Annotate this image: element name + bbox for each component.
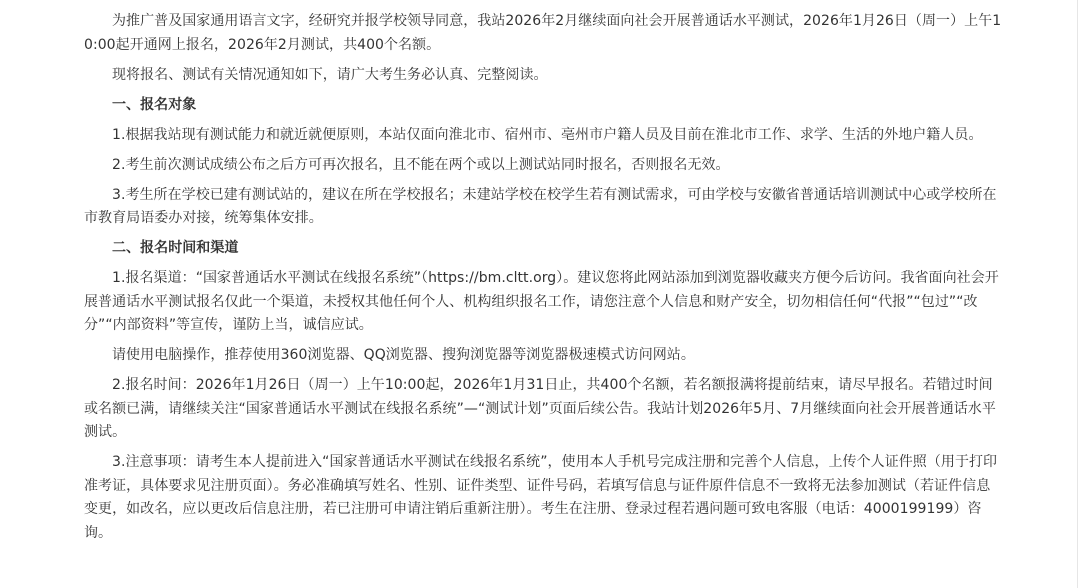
paragraph-target-1: 1.根据我站现有测试能力和就近就便原则，本站仅面向淮北市、宿州市、亳州市户籍人员及目前在淮北市工作、求学、生活的外地户籍人员。 (112, 126, 983, 143)
page-edge-divider (1077, 0, 1078, 588)
article-body (84, 10, 1004, 552)
paragraph-channel-1: 1.报名渠道：“国家普通话水平测试在线报名系统”（https://bm.cltt.org）。建议您将此网站添加到浏览器收藏夹方便今后访问。我省面向社会开展普通话水平测试报名仅此一个渠道，未授权其他任何个人、机构组织报名工作，请您注意个人信息和财产安全，切勿相信任何“代报”“包过”“改分”“内部资料”等宣传，谨防上当，诚信应试。 (84, 270, 999, 333)
paragraph-target-2: 2.考生前次测试成绩公布之后方可再次报名，且不能在两个或以上测试站同时报名，否则报名无效。 (112, 156, 730, 173)
paragraph-notes-3: 3.注意事项：请考生本人提前进入“国家普通话水平测试在线报名系统”，使用本人手机号完成注册和完善个人信息，上传个人证件照（用于打印准考证，具体要求见注册页面）。务必准确填写姓名、性别、证件类型、证件号码，若填写信息与证件原件信息不一致将无法参加测试（若证件信息变更，如改名，应以更改后信息注册，若已注册可申请注销后重新注册）。考生在注册、登录过程若遇问题可致电客服（电话：4000199199）咨询。 (84, 454, 998, 541)
paragraph-notice: 现将报名、测试有关情况通知如下，请广大考生务必认真、完整阅读。 (112, 66, 548, 83)
section-heading-time-and-channel: 二、报名时间和渠道 (112, 240, 239, 256)
paragraph-time-2: 2.报名时间：2026年1月26日（周一）上午10:00起，2026年1月31日止，共400个名额，若名额报满将提前结束，请尽早报名。若错过时间或名额已满，请继续关注“国家普通话水平测试在线报名系统”—“测试计划”页面后续公告。我站计划2026年5月、7月继续面向社会开展普通话水平测试。 (84, 377, 996, 440)
section-heading-registration-target: 一、报名对象 (112, 96, 197, 113)
paragraph-target-3: 3.考生所在学校已建有测试站的，建议在所在学校报名；未建站学校在校学生若有测试需求，可由学校与安徽省普通话培训测试中心或学校所在市教育局语委办对接，统筹集体安排。 (84, 186, 997, 226)
paragraph-browser-tip: 请使用电脑操作，推荐使用360浏览器、QQ浏览器、搜狗浏览器等浏览器极速模式访问网站。 (112, 347, 695, 363)
paragraph-intro: 为推广普及国家通用语言文字，经研究并报学校领导同意，我站2026年2月继续面向社会开展普通话水平测试，2026年1月26日（周一）上午10:00起开通网上报名，2026年2月测试，共400个名额。 (84, 13, 1002, 53)
